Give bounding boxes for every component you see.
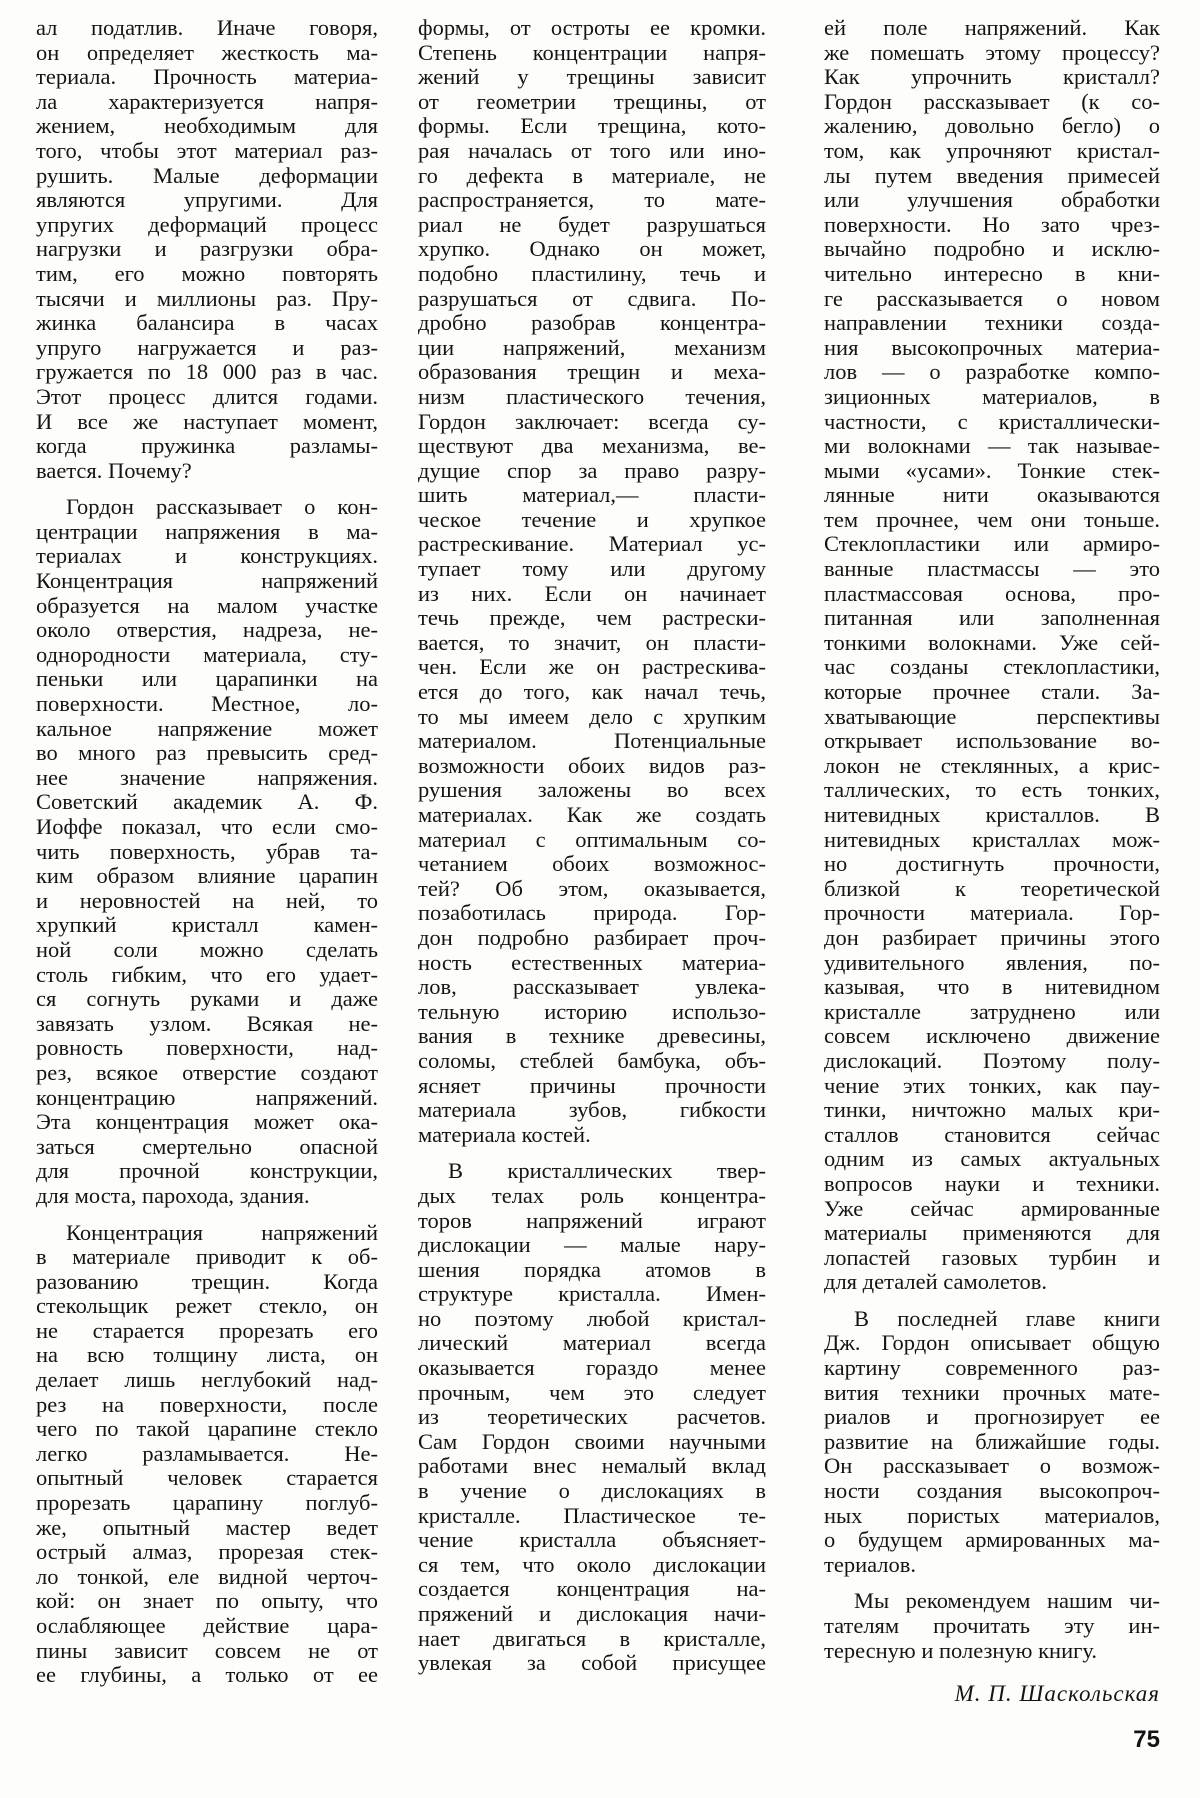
text-line: хрупко. Однако он может, bbox=[418, 236, 766, 262]
text-line: чение кристалла объясняет- bbox=[418, 1527, 766, 1553]
paragraph bbox=[36, 1221, 378, 1688]
text-line: вается. Почему? bbox=[36, 457, 192, 483]
text-line: Мы рекомендуем нашим чи- bbox=[854, 1588, 1160, 1614]
text-line: формы, от остроты ее кромки. bbox=[418, 15, 766, 40]
text-line: в учение о дислокациях в bbox=[418, 1478, 766, 1504]
text-line: ной соли можно сделать bbox=[36, 936, 378, 962]
text-line: картину современного раз- bbox=[824, 1355, 1160, 1381]
text-line: частности, с кристаллически- bbox=[824, 408, 1160, 434]
text-line: дислокаций. Поэтому полу- bbox=[824, 1047, 1160, 1073]
text-line: не старается прорезать его bbox=[36, 1317, 378, 1343]
text-line: ческое течение и хрупкое bbox=[418, 506, 766, 532]
text-line: Стеклопластики или армиро- bbox=[824, 531, 1160, 557]
text-line: когда пружинка разламы- bbox=[36, 433, 378, 459]
text-line: тим, его можно повторять bbox=[36, 260, 378, 286]
text-line: или улучшения обработки bbox=[824, 187, 1160, 213]
text-line: поверхности. Местное, ло- bbox=[36, 691, 378, 717]
text-line: дробно разобрав концентра- bbox=[418, 310, 766, 336]
text-line: лы путем введения примесей bbox=[824, 162, 1160, 188]
text-line: работами внес немалый вклад bbox=[418, 1453, 766, 1479]
text-column-3 bbox=[824, 16, 1160, 1663]
text-line: прорезать царапину поглуб- bbox=[36, 1490, 378, 1516]
text-line: нее значение напряжения. bbox=[36, 764, 378, 790]
text-line: Уже сейчас армированные bbox=[824, 1195, 1160, 1221]
text-line: локон не стеклянных, а крис- bbox=[824, 752, 1160, 778]
paragraph bbox=[418, 16, 766, 1147]
text-line: течь прежде, чем растрески- bbox=[418, 605, 766, 631]
text-line: хрупкий кристалл камен- bbox=[36, 912, 378, 938]
text-line: зиционных материалов, в bbox=[824, 383, 1160, 409]
text-line: ровность поверхности, над- bbox=[36, 1035, 378, 1061]
text-line: образуется на малом участке bbox=[36, 592, 378, 618]
text-line: тей? Об этом, оказывается, bbox=[418, 875, 766, 901]
text-line: материалом. Потенциальные bbox=[418, 728, 766, 754]
text-line: тупает тому или другому bbox=[418, 556, 766, 582]
text-line: рез, всякое отверстие создают bbox=[36, 1059, 378, 1085]
text-line: ции напряжений, механизм bbox=[418, 334, 766, 360]
text-line: открывает использование во- bbox=[824, 728, 1160, 754]
text-line: же, опытный мастер ведет bbox=[36, 1514, 378, 1540]
text-line: дых телах роль концентра- bbox=[418, 1182, 766, 1208]
page-number: 75 bbox=[1133, 1726, 1160, 1753]
text-line: прочным, чем это следует bbox=[418, 1379, 766, 1405]
text-line: для деталей самолетов. bbox=[824, 1269, 1047, 1295]
text-line: чен. Если же он растрескива- bbox=[418, 654, 766, 680]
text-line: рушения заложены во всех bbox=[418, 777, 766, 803]
text-line: час созданы стеклопластики, bbox=[824, 654, 1160, 680]
text-line: териалов. bbox=[824, 1551, 917, 1577]
text-line: разрушаться от сдвига. По- bbox=[418, 285, 766, 311]
text-line: Гордон рассказывает о кон- bbox=[66, 494, 378, 520]
text-line: четанием обоих возможнос- bbox=[418, 851, 766, 877]
text-line: столь гибким, что его удает- bbox=[36, 961, 378, 987]
text-line: совсем исключено движение bbox=[824, 1023, 1160, 1049]
text-line: для моста, парохода, здания. bbox=[36, 1182, 310, 1208]
text-line: завязать узлом. Всякая не- bbox=[36, 1010, 378, 1036]
text-line: ных пористых материалов, bbox=[824, 1502, 1160, 1528]
paragraph bbox=[824, 16, 1160, 1295]
text-line: ослабляющее действие цара- bbox=[36, 1613, 378, 1638]
text-line: удивительного явления, по- bbox=[824, 949, 1160, 975]
text-line: разованию трещин. Когда bbox=[36, 1268, 378, 1294]
text-line: кристалле. Пластическое те- bbox=[418, 1502, 766, 1528]
text-line: питанная или заполненная bbox=[824, 605, 1160, 631]
text-line: тем прочнее, чем они тоньше. bbox=[824, 506, 1160, 532]
text-line: риал не будет разрушаться bbox=[418, 211, 766, 237]
paragraph bbox=[418, 1159, 766, 1675]
text-line: тересную и полезную книгу. bbox=[824, 1637, 1097, 1663]
text-line: и неровностей на ней, то bbox=[36, 887, 378, 913]
text-line: ким образом влияние царапин bbox=[36, 863, 378, 889]
text-line: о будущем армированных ма- bbox=[824, 1527, 1160, 1553]
text-line: ществуют два механизма, ве- bbox=[418, 433, 766, 459]
text-line: позаботилась природа. Гор- bbox=[418, 900, 766, 926]
text-line: развитие на ближайшие годы. bbox=[824, 1428, 1160, 1454]
text-line: для прочной конструкции, bbox=[36, 1158, 378, 1184]
text-line: которые прочнее стали. За- bbox=[824, 679, 1160, 705]
text-line: структуре кристалла. Имен- bbox=[418, 1281, 766, 1307]
text-line: ность естественных материа- bbox=[418, 949, 766, 975]
text-line: рая началась от того или ино- bbox=[418, 137, 766, 163]
text-line: опытный человек старается bbox=[36, 1465, 378, 1491]
text-line: казывая, что в нитевидном bbox=[824, 974, 1160, 1000]
paragraph bbox=[36, 16, 378, 483]
text-line: центрации напряжения в ма- bbox=[36, 518, 378, 544]
text-line: рушить. Малые деформации bbox=[36, 162, 378, 188]
text-line: направлении техники созда- bbox=[824, 310, 1160, 336]
text-line: но достигнуть прочности, bbox=[824, 851, 1160, 877]
text-line: ее глубины, а только от ее bbox=[36, 1662, 378, 1688]
text-line: вопросов науки и техники. bbox=[824, 1170, 1160, 1196]
text-line: чение этих тонких, как пау- bbox=[824, 1072, 1160, 1098]
text-line: Иоффе показал, что если смо- bbox=[36, 814, 378, 839]
text-line: чительно интересно в кни- bbox=[824, 260, 1160, 286]
text-line: возможности обоих видов раз- bbox=[418, 752, 766, 778]
text-line: териала. Прочность материа- bbox=[36, 64, 378, 90]
text-line: ге рассказывается о новом bbox=[824, 285, 1160, 311]
text-line: прочности материала. Гор- bbox=[824, 900, 1160, 926]
text-line: тателям прочитать эту ин- bbox=[824, 1613, 1160, 1638]
text-line: ла характеризуется напря- bbox=[36, 88, 378, 114]
text-line: тинки, ничтожно малых кри- bbox=[824, 1097, 1160, 1123]
text-line: дущие спор за право разру- bbox=[418, 457, 766, 483]
text-line: но поэтому любой кристал- bbox=[418, 1305, 766, 1331]
text-line: териалах и конструкциях. bbox=[36, 543, 378, 569]
text-line: лический материал всегда bbox=[418, 1330, 766, 1356]
text-line: Гордон заключает: всегда су- bbox=[418, 408, 766, 434]
paragraph bbox=[824, 1589, 1160, 1663]
text-line: ности создания высокопроч- bbox=[824, 1478, 1160, 1504]
text-line: ал податлив. Иначе говоря, bbox=[36, 15, 378, 40]
text-line: Степень концентрации напря- bbox=[418, 39, 766, 65]
text-line: упругих деформаций процесс bbox=[36, 211, 378, 237]
text-line: подобно пластилину, течь и bbox=[418, 260, 766, 286]
text-line: того, чтобы этот материал раз- bbox=[36, 137, 378, 163]
text-line: В кристаллических твер- bbox=[448, 1158, 766, 1184]
text-line: острый алмаз, прорезая стек- bbox=[36, 1539, 378, 1565]
text-line: ей поле напряжений. Как bbox=[824, 15, 1160, 40]
text-line: материалах. Как же создать bbox=[418, 802, 766, 827]
text-line: тысячи и миллионы раз. Пру- bbox=[36, 285, 378, 311]
text-line: ся тем, что около дислокации bbox=[418, 1551, 766, 1577]
text-line: материалы применяются для bbox=[824, 1220, 1160, 1246]
text-line: около отверстия, надреза, не- bbox=[36, 617, 378, 643]
text-line: том, как упрочняют кристал- bbox=[824, 137, 1160, 163]
text-line: Этот процесс длится годами. bbox=[36, 383, 378, 409]
text-line: ется до того, как начал течь, bbox=[418, 679, 766, 705]
text-line: дон подробно разбирает проч- bbox=[418, 924, 766, 950]
author-signature: М. П. Шаскольская bbox=[954, 1681, 1160, 1706]
text-line: лов — о разработке компо- bbox=[824, 359, 1160, 385]
text-line: тельную историю использо- bbox=[418, 998, 766, 1024]
text-line: Гордон рассказывает (к со- bbox=[824, 88, 1160, 114]
text-line: являются упругими. Для bbox=[36, 187, 378, 213]
text-line: В последней главе книги bbox=[854, 1305, 1160, 1331]
text-line: жений у трещины зависит bbox=[418, 64, 766, 90]
text-line: го дефекта в материале, не bbox=[418, 162, 766, 188]
text-line: от геометрии трещины, от bbox=[418, 88, 766, 114]
text-line: шения порядка атомов в bbox=[418, 1256, 766, 1282]
text-line: нитевидных кристаллов. В bbox=[824, 802, 1160, 827]
text-line: пины зависит совсем не от bbox=[36, 1637, 378, 1663]
paragraph bbox=[824, 1307, 1160, 1578]
text-line: жением, необходимым для bbox=[36, 113, 378, 139]
text-line: низм пластического течения, bbox=[418, 383, 766, 409]
text-line: легко разламывается. Не- bbox=[36, 1440, 378, 1466]
text-line: во много раз превысить сред- bbox=[36, 740, 378, 766]
text-line: тонкими волокнами. Уже сей- bbox=[824, 629, 1160, 655]
text-line: нитевидных кристаллах мож- bbox=[824, 826, 1160, 852]
text-line: И все же наступает момент, bbox=[36, 408, 378, 434]
text-line: близкой к теоретической bbox=[824, 875, 1160, 901]
text-line: нает двигаться в кристалле, bbox=[418, 1625, 766, 1651]
text-line: кристалле затруднено или bbox=[824, 998, 1160, 1024]
text-line: заться смертельно опасной bbox=[36, 1133, 378, 1159]
text-line: нагрузки и разгрузки обра- bbox=[36, 236, 378, 262]
text-line: концентрацию напряжений. bbox=[36, 1084, 378, 1110]
text-line: мыми «усами». Тонкие стек- bbox=[824, 457, 1160, 483]
text-line: Сам Гордон своими научными bbox=[418, 1428, 766, 1454]
text-line: Он рассказывает о возмож- bbox=[824, 1453, 1160, 1479]
text-line: материала костей. bbox=[418, 1121, 591, 1147]
text-line: кальное напряжение может bbox=[36, 715, 378, 741]
text-line: упруго нагружается и раз- bbox=[36, 334, 378, 360]
text-line: вается, то значит, он пласти- bbox=[418, 629, 766, 655]
text-column-2 bbox=[418, 16, 766, 1676]
text-line: кой: он знает по опыту, что bbox=[36, 1588, 378, 1614]
text-line: ся согнуть руками и даже bbox=[36, 986, 378, 1012]
text-line: дислокации — малые нару- bbox=[418, 1232, 766, 1258]
text-line: из теоретических расчетов. bbox=[418, 1404, 766, 1430]
text-line: хватывающие перспективы bbox=[824, 703, 1160, 729]
text-line: вания в технике древесины, bbox=[418, 1023, 766, 1049]
text-line: Дж. Гордон описывает общую bbox=[824, 1330, 1160, 1356]
text-line: в материале приводит к об- bbox=[36, 1244, 378, 1270]
text-line: растрескивание. Материал ус- bbox=[418, 531, 766, 557]
text-line: чего по такой царапине стекло bbox=[36, 1416, 378, 1442]
text-line: ясняет причины прочности bbox=[418, 1072, 766, 1098]
text-line: рез на поверхности, после bbox=[36, 1391, 378, 1417]
paragraph bbox=[36, 495, 378, 1208]
text-line: жинка балансира в часах bbox=[36, 310, 378, 336]
text-line: таллических, то есть тонких, bbox=[824, 777, 1160, 803]
text-line: распространяется, то мате- bbox=[418, 187, 766, 213]
text-line: он определяет жесткость ма- bbox=[36, 39, 378, 65]
text-line: образования трещин и меха- bbox=[418, 359, 766, 385]
text-line: дон разбирает причины этого bbox=[824, 924, 1160, 950]
text-line: из них. Если он начинает bbox=[418, 580, 766, 606]
text-line: материала зубов, гибкости bbox=[418, 1097, 766, 1123]
text-line: Эта концентрация может ока- bbox=[36, 1109, 378, 1135]
text-line: вития техники прочных мате- bbox=[824, 1379, 1160, 1405]
text-line: риалов и прогнозирует ее bbox=[824, 1404, 1160, 1430]
text-line: оказывается гораздо менее bbox=[418, 1355, 766, 1381]
text-line: лянные нити оказываются bbox=[824, 482, 1160, 508]
text-line: Концентрация напряжений bbox=[36, 568, 378, 594]
text-line: то мы имеем дело с хрупким bbox=[418, 703, 766, 729]
text-line: стекольщик режет стекло, он bbox=[36, 1293, 378, 1319]
text-line: ло тонкой, еле видной черточ- bbox=[36, 1563, 378, 1589]
text-line: торов напряжений играют bbox=[418, 1207, 766, 1233]
text-line: на всю толщину листа, он bbox=[36, 1342, 378, 1368]
text-line: соломы, стеблей бамбука, объ- bbox=[418, 1047, 766, 1073]
text-line: увлекая за собой присущее bbox=[418, 1650, 766, 1676]
text-line: чить поверхность, убрав та- bbox=[36, 838, 378, 864]
text-line: формы. Если трещина, кото- bbox=[418, 113, 766, 139]
text-line: шить материал,— пласти- bbox=[418, 482, 766, 508]
text-line: Как упрочнить кристалл? bbox=[824, 64, 1160, 90]
text-line: ми волокнами — так называе- bbox=[824, 433, 1160, 459]
text-line: вычайно подробно и исклю- bbox=[824, 236, 1160, 262]
text-line: гружается по 18 000 раз в час. bbox=[36, 359, 378, 385]
text-column-1 bbox=[36, 16, 378, 1688]
text-line: ния высокопрочных материа- bbox=[824, 334, 1160, 360]
text-line: делает лишь неглубокий над- bbox=[36, 1367, 378, 1393]
text-line: Концентрация напряжений bbox=[66, 1219, 378, 1245]
text-line: однородности материала, сту- bbox=[36, 641, 378, 667]
text-line: лопастей газовых турбин и bbox=[824, 1244, 1160, 1270]
text-line: ванные пластмассы — это bbox=[824, 556, 1160, 582]
text-line: же помешать этому процессу? bbox=[824, 39, 1160, 65]
text-line: поверхности. Но зато чрез- bbox=[824, 211, 1160, 237]
text-line: пластмассовая основа, про- bbox=[824, 580, 1160, 606]
text-line: Советский академик А. Ф. bbox=[36, 789, 378, 815]
text-line: пряжений и дислокация начи- bbox=[418, 1601, 766, 1626]
text-line: сталлов становится сейчас bbox=[824, 1121, 1160, 1147]
text-line: одним из самых актуальных bbox=[824, 1146, 1160, 1172]
text-line: лов, рассказывает увлека- bbox=[418, 974, 766, 1000]
text-line: создается концентрация на- bbox=[418, 1576, 766, 1602]
text-line: жалению, довольно бегло) о bbox=[824, 113, 1160, 139]
text-line: материал с оптимальным со- bbox=[418, 826, 766, 852]
text-line: пеньки или царапинки на bbox=[36, 666, 378, 692]
